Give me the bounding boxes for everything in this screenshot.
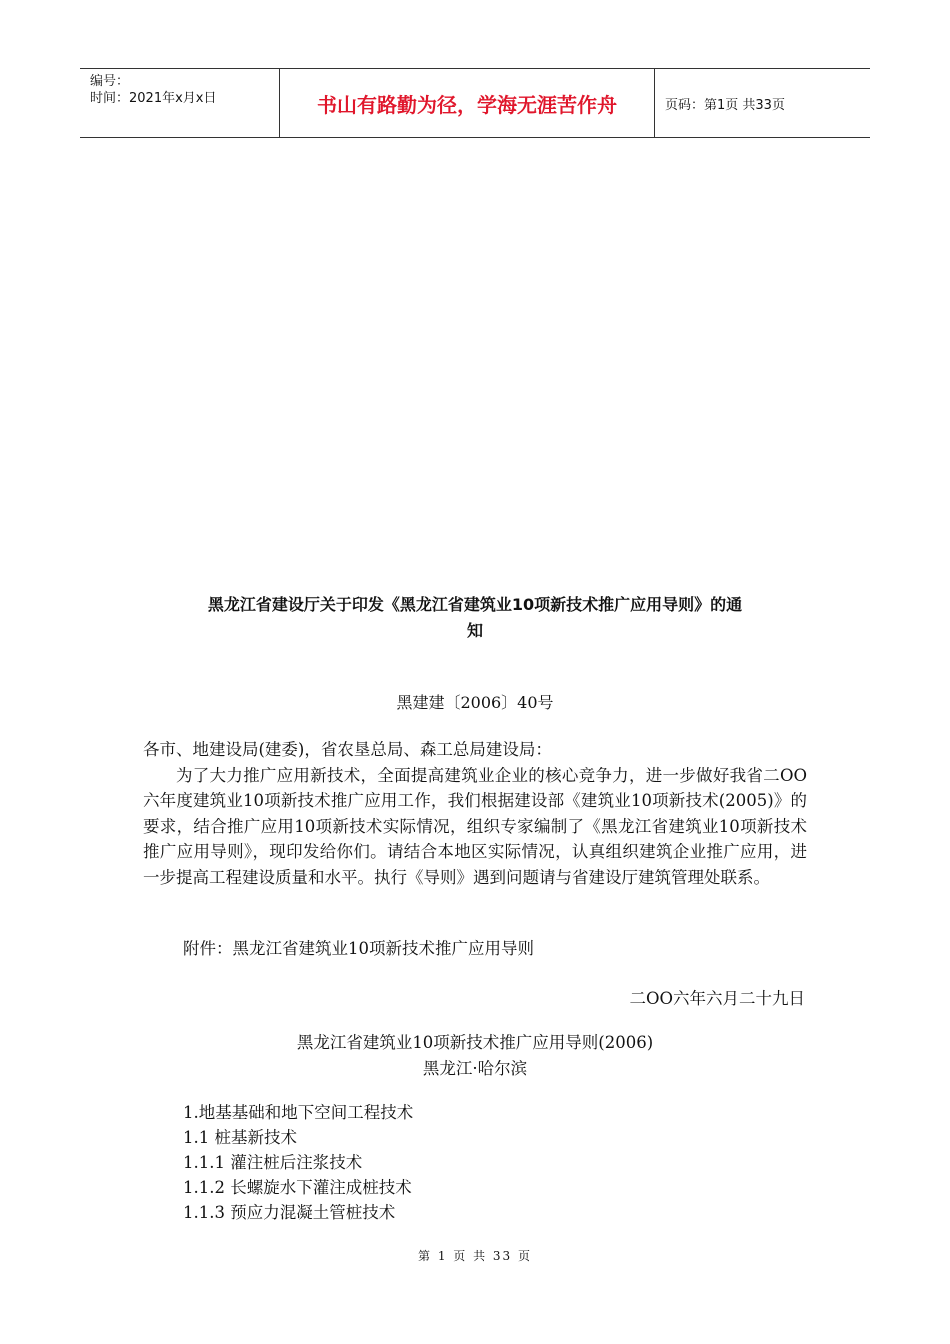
header-meta-cell [80,69,280,137]
toc-list [183,1100,413,1225]
body-paragraph: 为了大力推广应用新技术，全面提高建筑业企业的核心竞争力，进一步做好我省二OO六年度建筑业10项新技术推广应用工作，我们根据建设部《建筑业10项新技术(2005)》的要求，结合推广应用10项新技术实际情况，组织专家编制了《黑龙江省建筑业10项新技术推广应用导则》，现印发给你们。请结合本地区实际情况，认真组织建筑企业推广应用，进一步提高工程建设质量和水平。执行《导则》遇到问题请与省建设厅建筑管理处联系。 [143,765,807,887]
page-header [80,68,870,138]
guide-title: 黑龙江省建筑业10项新技术推广应用导则(2006) [296,1033,654,1052]
toc-item: 1.1.1 灌注桩后注浆技术 [183,1153,363,1172]
attachment-line: 附件：黑龙江省建筑业10项新技术推广应用导则 [183,939,534,958]
toc-item: 1.1.3 预应力混凝土管桩技术 [183,1203,396,1222]
guide-heading [0,1030,950,1082]
time-label: 时间：2021年x月x日 [90,91,217,106]
issue-date: 二OO六年六月二十九日 [629,989,805,1008]
title-line-1: 黑龙江省建设厅关于印发《黑龙江省建筑业10项新技术推广应用导则》的通 [207,595,743,614]
header-page-info: 页码：第1页 共33页 [665,97,785,113]
page-footer: 第 1 页 共 33 页 [418,1249,532,1263]
title-line-2: 知 [466,621,483,640]
header-motto: 书山有路勤为径，学海无涯苦作舟 [280,69,655,137]
serial-label: 编号： [90,74,130,89]
guide-place: 黑龙江·哈尔滨 [422,1059,528,1078]
document-number: 黑建建〔2006〕40号 [396,693,554,712]
recipients: 各市、地建设局(建委)，省农垦总局、森工总局建设局： [143,740,552,759]
document-title [140,592,810,644]
toc-item: 1.地基基础和地下空间工程技术 [183,1103,414,1122]
document-body [143,737,807,891]
toc-item: 1.1 桩基新技术 [183,1128,297,1147]
toc-item: 1.1.2 长螺旋水下灌注成桩技术 [183,1178,412,1197]
